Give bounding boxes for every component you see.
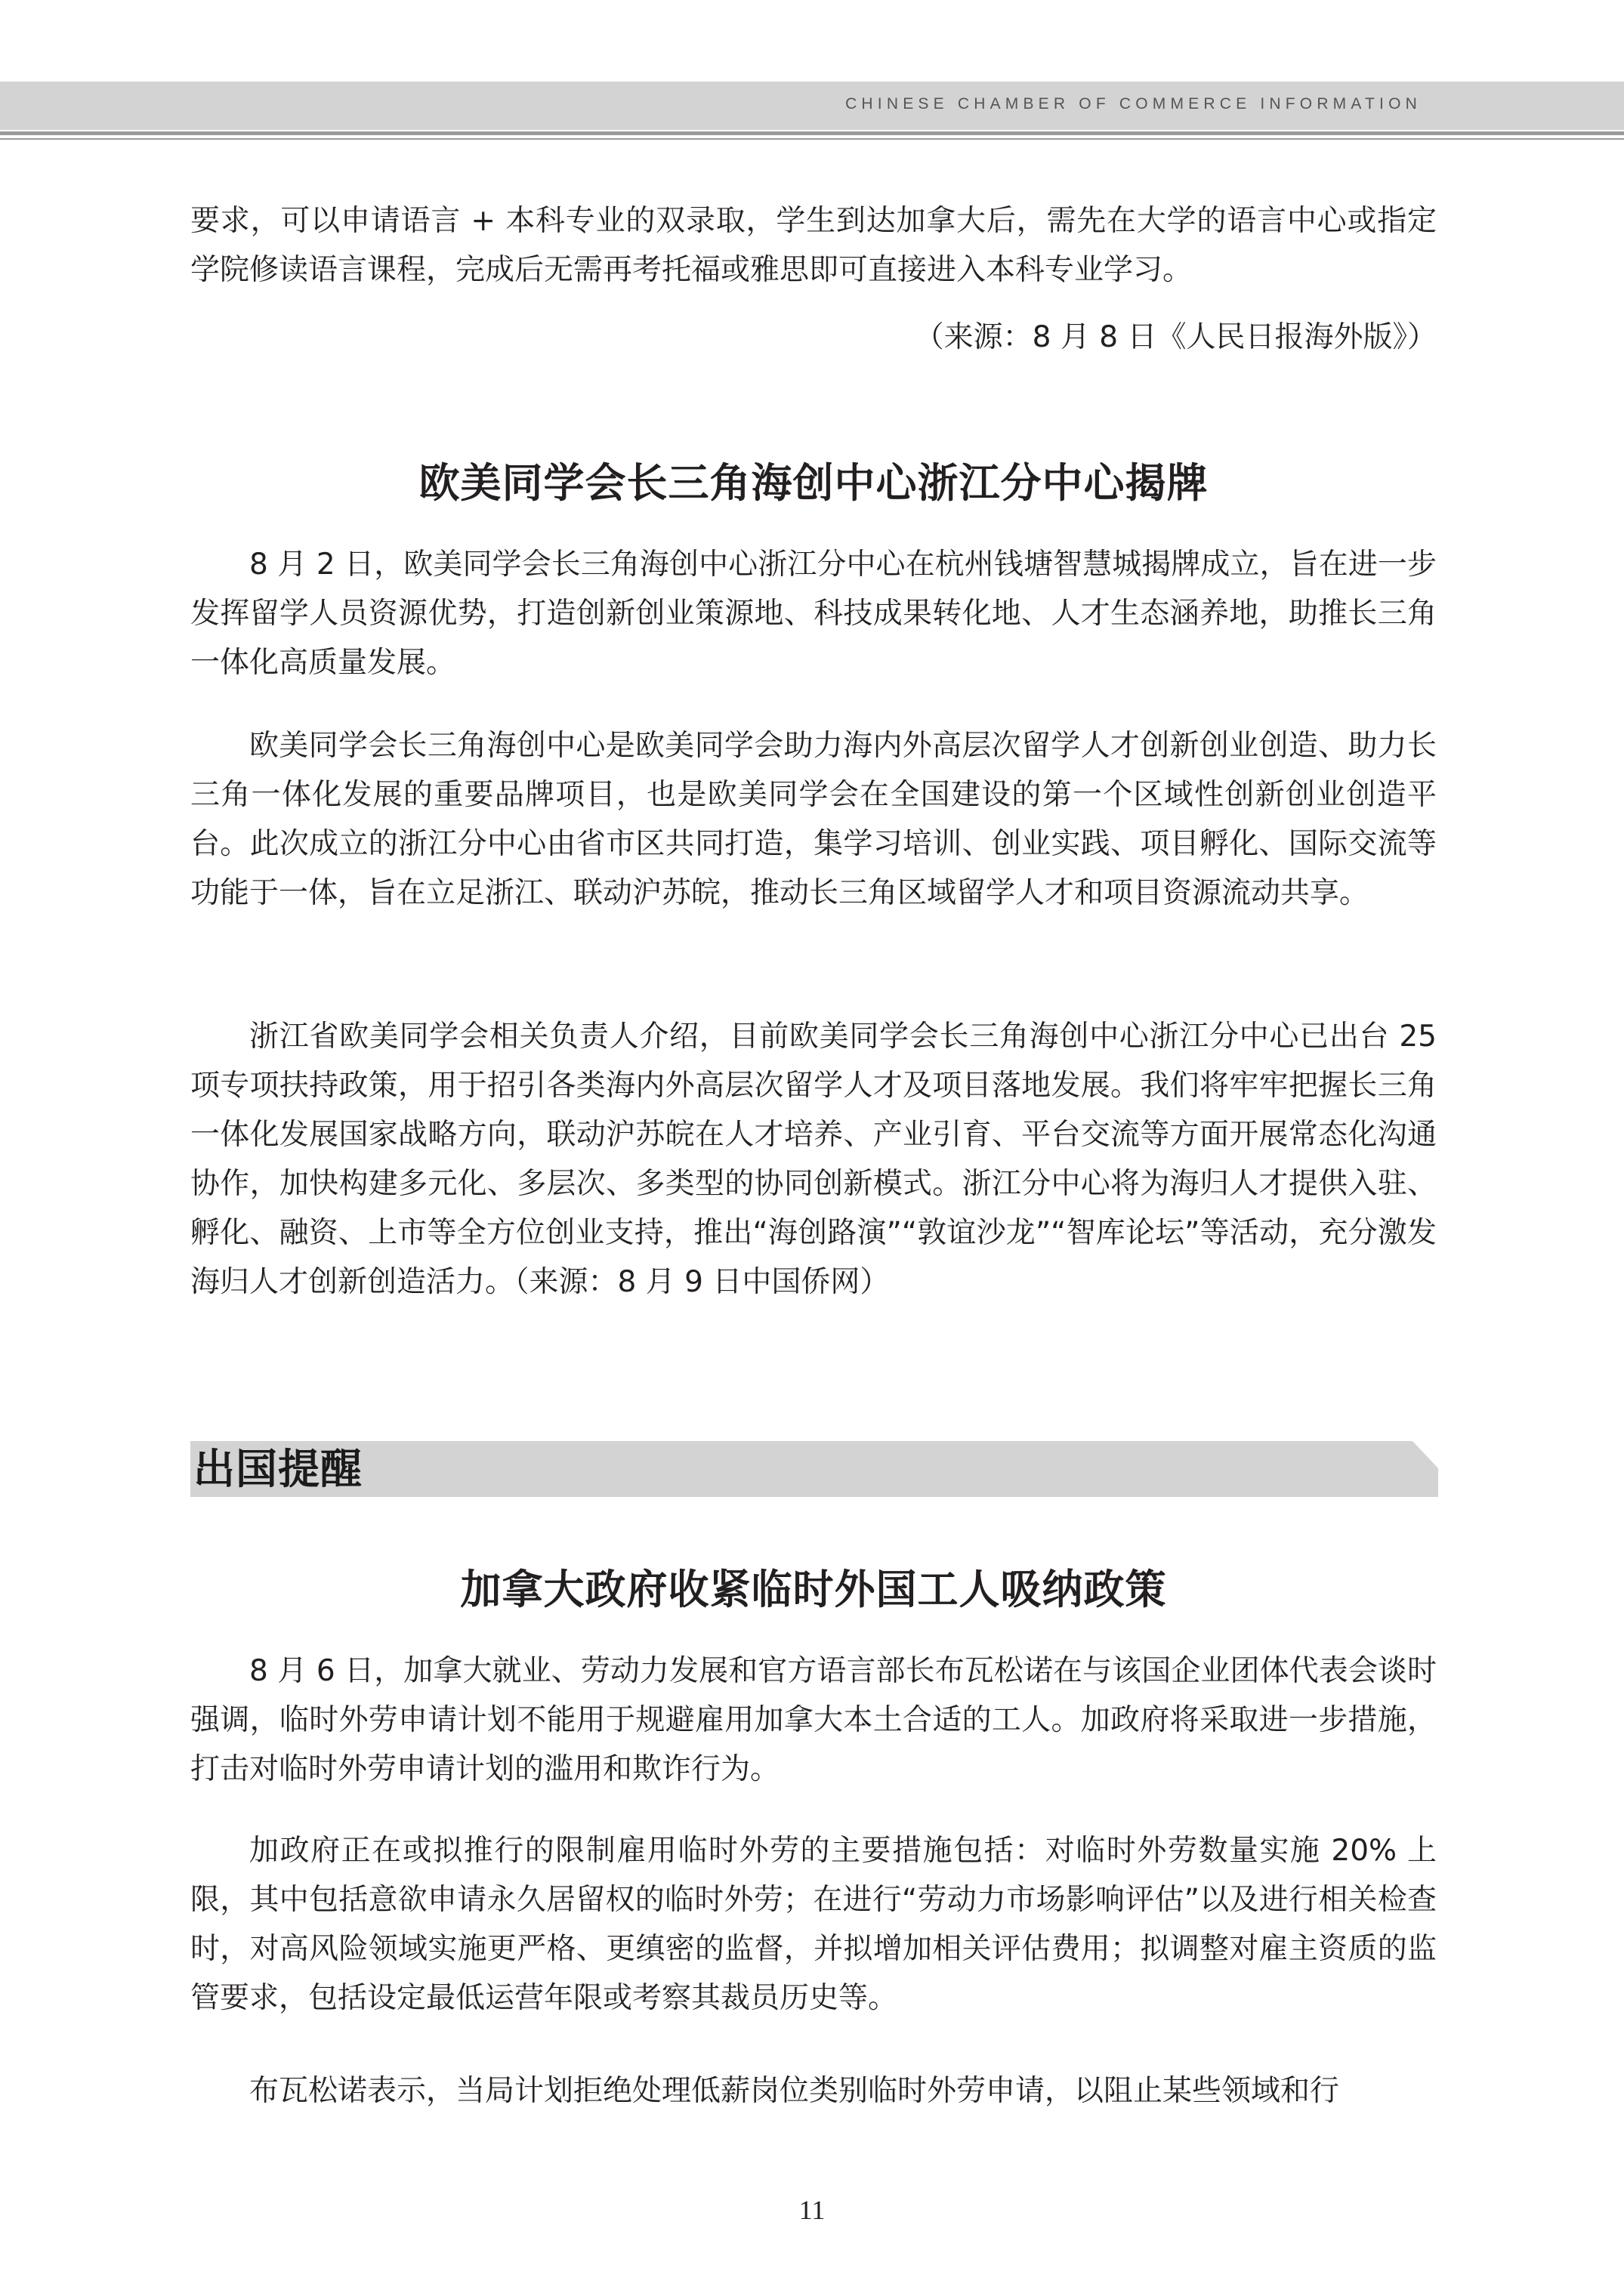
section-band-shape xyxy=(190,1441,1438,1497)
article1-source: （来源：8 月 9 日中国侨网） xyxy=(514,1265,890,1299)
header-rule-thin xyxy=(0,138,1624,140)
continued-paragraph: 要求，可以申请语言 + 本科专业的双录取，学生到达加拿大后，需先在大学的语言中心或指定学院修读语言课程，完成后无需再考托福或雅思即可直接进入本科专业学习。 xyxy=(190,204,1437,287)
article2-title: 加拿大政府收紧临时外国工人吸纳政策 xyxy=(460,1566,1167,1613)
header-rule xyxy=(0,131,1624,135)
article1-title: 欧美同学会长三角海创中心浙江分中心揭牌 xyxy=(418,459,1209,507)
article2-paragraph-3: 布瓦松诺表示，当局计划拒绝处理低薪岗位类别临时外劳申请，以阻止某些领域和行 xyxy=(249,2074,1340,2108)
section-title: 出国提醒 xyxy=(193,1444,363,1493)
article1-paragraph-1: 8 月 2 日，欧美同学会长三角海创中心浙江分中心在杭州钱塘智慧城揭牌成立，旨在进一步发挥留学人员资源优势，打造创新创业策源地、科技成果转化地、人才生态涵养地，助推长三角一体化高质量发展。 xyxy=(190,548,1437,680)
article1-paragraph-2: 欧美同学会长三角海创中心是欧美同学会助力海内外高层次留学人才创新创业创造、助力长三角一体化发展的重要品牌项目，也是欧美同学会在全国建设的第一个区域性创新创业创造平台。此次成立的浙江分中心由省市区共同打造，集学习培训、创业实践、项目孵化、国际交流等功能于一体，旨在立足浙江、联动沪苏皖，推动长三角区域留学人才和项目资源流动共享。 xyxy=(190,729,1437,910)
section-header xyxy=(190,1441,1438,1497)
page-number: 11 xyxy=(798,2195,826,2225)
article2-paragraph-2: 加政府正在或拟推行的限制雇用临时外劳的主要措施包括：对临时外劳数量实施 20% 上限，其中包括意欲申请永久居留权的临时外劳；在进行“劳动力市场影响评估”以及进行相关检查时，对高风险领域实施更严格、更缜密的监督，并拟增加相关评估费用；拟调整对雇主资质的监管要求，包括设定最低运营年限或考察其裁员历史等。 xyxy=(190,1834,1437,2015)
publication-name: CHINESE CHAMBER OF COMMERCE INFORMATION xyxy=(845,95,1422,113)
article2-paragraph-1: 8 月 6 日，加拿大就业、劳动力发展和官方语言部长布瓦松诺在与该国企业团体代表会谈时强调，临时外劳申请计划不能用于规避雇用加拿大本土合适的工人。加政府将采取进一步措施，打击对临时外劳申请计划的滥用和欺诈行为。 xyxy=(190,1654,1437,1786)
article1-paragraph-3-text: 浙江省欧美同学会相关负责人介绍，目前欧美同学会长三角海创中心浙江分中心已出台 25 项专项扶持政策，用于招引各类海内外高层次留学人才及项目落地发展。我们将牢牢把握长三角一体化发展国家战略方向，联动沪苏皖在人才培养、产业引育、平台交流等方面开展常态化沟通协作，加快构建多元化、多层次、多类型的协同创新模式。浙江分中心将为海归人才提供入驻、孵化、融资、上市等全方位创业支持，推出“海创路演”“敦谊沙龙”“智库论坛”等活动，充分激发海归人才创新创造活力。 xyxy=(190,1020,1437,1299)
continued-source: （来源：8 月 8 日《人民日报海外版》） xyxy=(914,320,1437,354)
article1-paragraph-3 xyxy=(190,1012,1437,1307)
